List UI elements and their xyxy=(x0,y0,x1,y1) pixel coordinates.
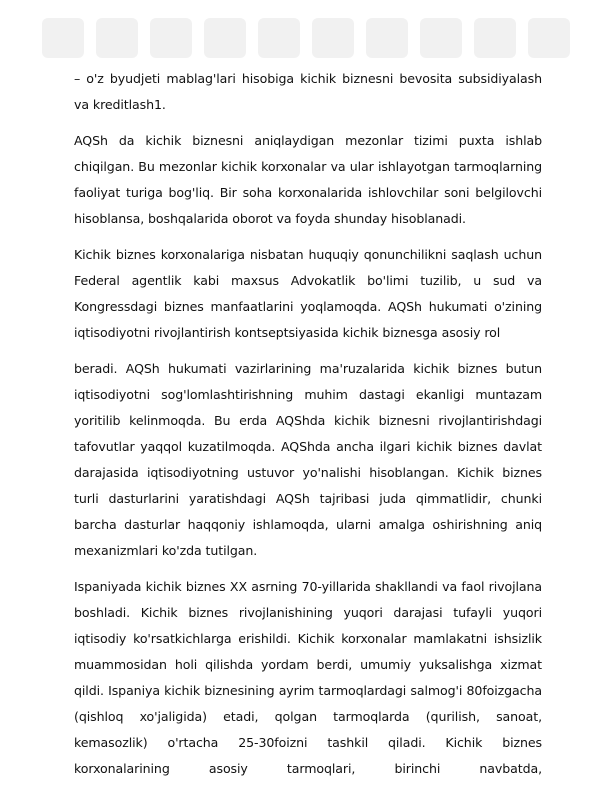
document-body xyxy=(74,66,542,792)
paragraph-4: beradi. AQSh hukumati vazirlarining ma'ruzalarida kichik biznes butun iqtisodiyotni sog'lomlashtirishning muhim dastagi ekanligi muntazam yoritilib kelinmoqda. Bu erda AQShda kichik biznesni rivojlantirishdagi tafovutlar yaqqol kuzatilmoqda. AQShda ancha ilgari kichik biznes davlat darajasida iqtisodiyotning ustuvor yo'nalishi hisoblangan. Kichik biznes turli dasturlarini yaratishdagi AQSh tajribasi juda qimmatlidir, chunki barcha dasturlar haqqoniy ishlamoqda, ularni amalga oshirishning aniq mexanizmlari ko'zda tutilgan. xyxy=(74,361,542,558)
paragraph-1: – o'z byudjeti mablag'lari hisobiga kichik biznesni bevosita subsidiyalash va kreditlash1. xyxy=(74,71,542,112)
paragraph-2: AQSh da kichik biznesni aniqlaydigan mezonlar tizimi puxta ishlab chiqilgan. Bu mezonlar kichik korxonalar va ular ishlayotgan tarmoqlarning faoliyat turiga bog'liq. Bir soha korxonalarida ishlovchilar soni belgilovchi hisoblansa, boshqalarida oborot va foyda shunday hisoblanadi. xyxy=(74,133,542,226)
paragraph-3: Kichik biznes korxonalariga nisbatan huquqiy qonunchilikni saqlash uchun Federal agentlik kabi maxsus Advokatlik bo'limi tuzilib, u sud va Kongressdagi biznes manfaatlarini yoqlamoqda. AQSh hukumati o'zining iqtisodiyotni rivojlantirish kontseptsiyasida kichik biznesga asosiy rol xyxy=(74,247,542,340)
paragraph-5: Ispaniyada kichik biznes XX asrning 70-yillarida shakllandi va faol rivojlana boshladi. Kichik biznes rivojlanishining yuqori darajasi tufayli yuqori iqtisodiy ko'rsatkichlarga erishildi. Kichik korxonalar mamlakatni ishsizlik muammosidan holi qilishda yordam berdi, umumiy yuksalishga xizmat qildi. Ispaniya kichik biznesining ayrim tarmoqlardagi salmog'i 80foizgacha (qishloq xo'jaligida) etadi, qolgan tarmoqlarda (qurilish, sanoat, kemasozlik) o'rtacha 25-30foizni tashkil qiladi. Kichik biznes korxonalarining asosiy tarmoqlari, birinchi navbatda, xyxy=(74,579,542,776)
